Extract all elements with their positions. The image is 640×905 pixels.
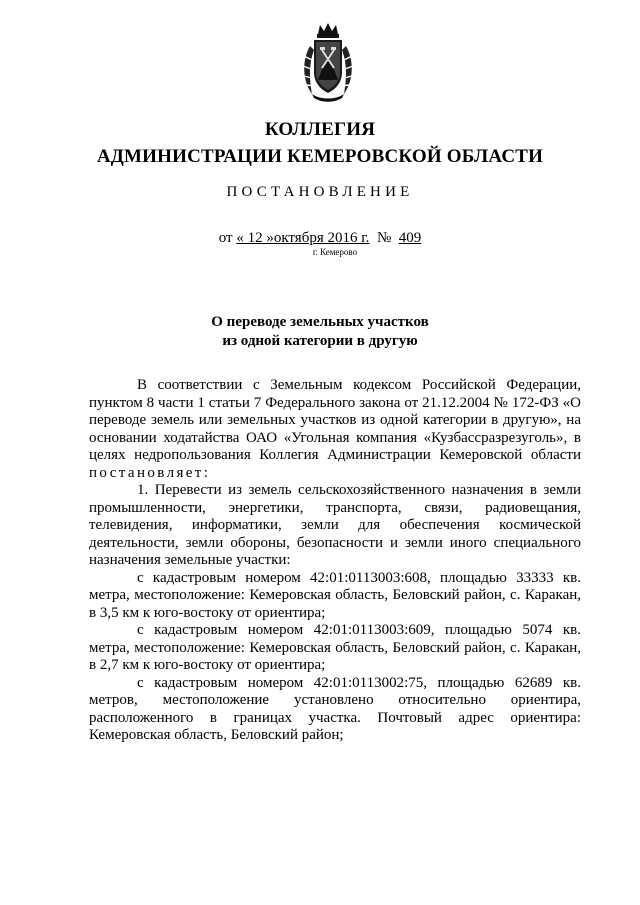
date-month-year: октября 2016 г. <box>273 230 370 246</box>
document-number: 409 <box>398 230 422 246</box>
date-number-line <box>0 230 640 247</box>
item-1-paragraph: 1. Перевести из земель сельскохозяйственного назначения в земли промышленности, энергетики, транспорта, связи, радиовещания, телевидения, информатики, земли для обеспечения космической деятельности, земли обороны, безопасности и земли иного специального назначения земельные участки: <box>89 482 581 568</box>
preamble-text: В соответствии с Земельным кодексом Российской Федерации, пунктом 8 части 1 статьи 7 Федерального закона от 21.12.2004 № 172-ФЗ «О переводе земель или земельных участков из одной категории в другую», на основании ходатайства ОАО «Угольная компания «Кузбассразрезуголь», в целях недропользования Коллегия Администрации Кемеровской области <box>89 377 581 463</box>
plot-2-paragraph: с кадастровым номером 42:01:0113003:609, площадью 5074 кв. метра, местоположение: Кемеровская область, Беловский район, с. Каракан, в 2,7 км к юго-востоку от ориентира; <box>89 622 581 673</box>
subject-line1: О переводе земельных участков <box>211 314 429 330</box>
coat-of-arms-icon <box>298 20 358 104</box>
decree-word: постановляет: <box>89 464 211 481</box>
city: г. Кемерово <box>312 247 358 257</box>
document-type: ПОСТАНОВЛЕНИЕ <box>226 184 414 200</box>
number-sign: № <box>376 230 392 246</box>
org-name-line2: АДМИНИСТРАЦИИ КЕМЕРОВСКОЙ ОБЛАСТИ <box>96 146 544 167</box>
document-body <box>89 377 581 745</box>
date-prefix: от <box>218 230 233 246</box>
preamble-paragraph <box>89 377 581 482</box>
subject-line2: из одной категории в другую <box>222 333 418 349</box>
date-day: « 12 » <box>236 230 274 246</box>
plot-1-paragraph: с кадастровым номером 42:01:0113003:608, площадью 33333 кв. метра, местоположение: Кемеровская область, Беловский район, с. Каракан, в 3,5 км к юго-востоку от ориентира; <box>89 569 581 621</box>
document-subject <box>0 313 640 351</box>
plot-3-paragraph: с кадастровым номером 42:01:0113002:75, площадью 62689 кв. метров, местоположение установлено относительно ориентира, расположенного в границах участка. Почтовый адрес ориентира: Кемеровская область, Беловский район; <box>89 674 581 743</box>
org-name-line1: КОЛЛЕГИЯ <box>264 119 376 140</box>
